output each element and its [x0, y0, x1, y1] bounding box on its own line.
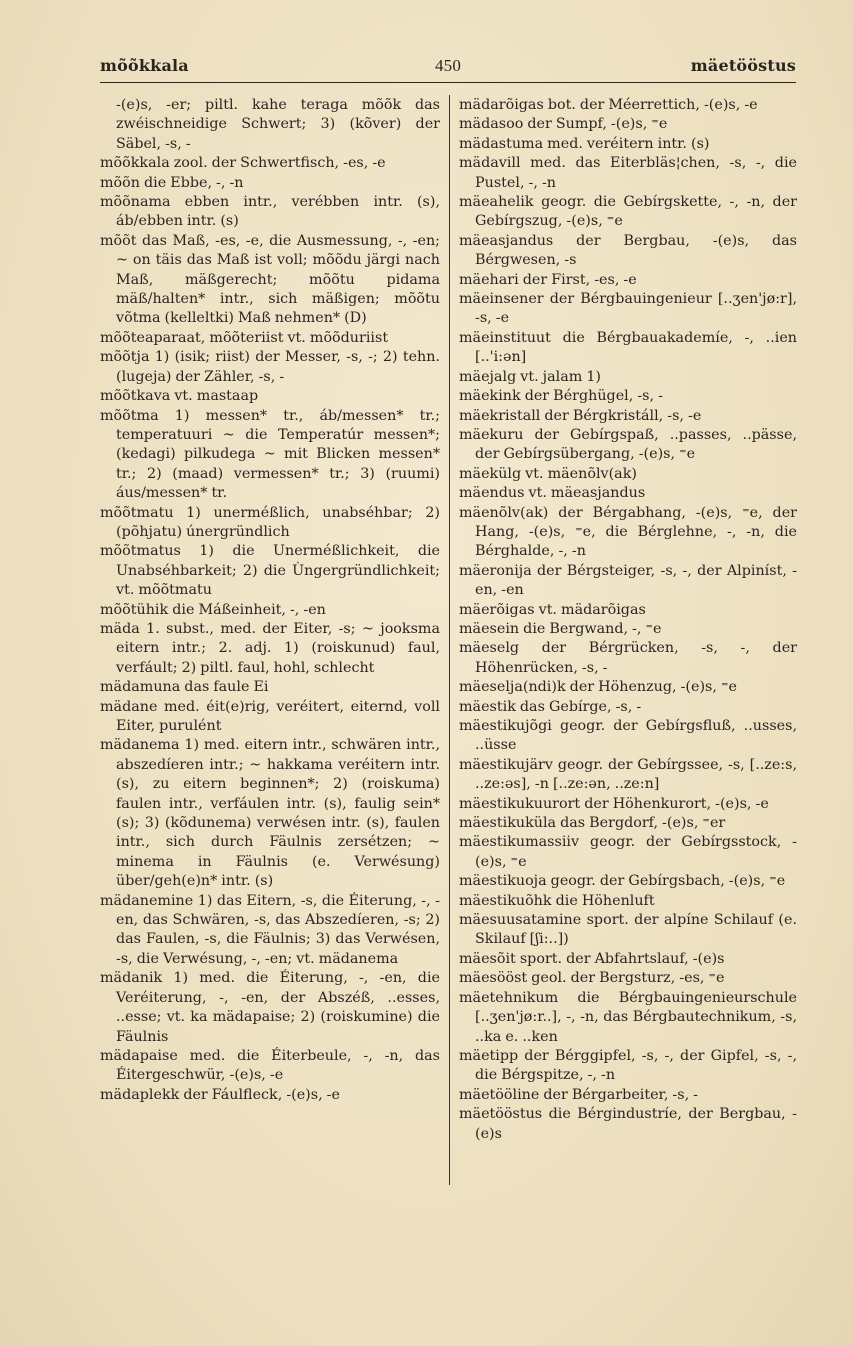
dictionary-entry: mäekristall der Bérgkristáll, -s, -e: [459, 407, 702, 424]
dictionary-entry: mädavill med. das Eiterbläs¦chen, -s, -, die Pustel, -, -n: [459, 155, 797, 191]
dictionary-entry: mäekink der Bérghügel, -s, -: [459, 388, 663, 405]
dictionary-entry: mõõkkala zool. der Schwertfisch, -es, -e: [100, 155, 386, 172]
dictionary-entry: mäeronija der Bérgsteiger, -s, -, der Alpiníst, -en, -en: [459, 562, 797, 599]
dictionary-entry: mäeahelik geogr. die Gebírgskette, -, -n, der Gebírgszug, -(e)s, ⁼e: [459, 194, 797, 230]
dictionary-entry: mäerõigas vt. mädarõigas: [459, 601, 646, 618]
dictionary-entry: mäendus vt. mäeasjandus: [459, 485, 646, 502]
page-header: [100, 52, 796, 83]
header-first-word: mõõkkala: [100, 56, 189, 75]
right-column: [459, 96, 797, 1144]
dictionary-entry: mäeasjandus der Bergbau, -(e)s, das Bérgwesen, -s: [459, 232, 797, 269]
dictionary-entry: mäesõit sport. der Abfahrtslauf, -(e)s: [459, 950, 725, 967]
dictionary-entry: mäesööst geol. der Bergsturz, -es, ⁼e: [459, 970, 725, 987]
dictionary-entry: mädamuna das faule Ei: [100, 679, 269, 696]
dictionary-entry: mõõtma 1) messen* tr., áb/messen* tr.; temperatuuri ~ die Temperatúr messen*; (kedagi) pilkudega ~ mit Blicken messen* tr.; 2) (maad) vermessen* tr.; 3) (ruumi) áus/messen* tr.: [100, 407, 440, 502]
dictionary-entry: mäestik das Gebírge, -s, -: [459, 698, 642, 715]
dictionary-entry: mädanemine 1) das Eitern, -s, die Éiterung, -, -en, das Schwären, -s, das Abszedíeren, -s; 2) das Faulen, -s, die Fäulnis; 3) das Verwésen, -s, die Verwésung, -, -en; vt. mädanema: [100, 892, 440, 967]
dictionary-entry: mäehari der First, -es, -e: [459, 271, 637, 288]
dictionary-entry: mäeselg der Bérgrücken, -s, -, der Höhenrücken, -s, -: [459, 640, 797, 676]
header-last-word: mäetööstus: [690, 56, 796, 75]
dictionary-entry: mäestikuõhk die Höhenluft: [459, 892, 655, 909]
dictionary-entry: mäesein die Bergwand, -, ⁼e: [459, 620, 662, 637]
dictionary-entry: mäestikuoja geogr. der Gebírgsbach, -(e)s, ⁼e: [459, 873, 786, 890]
dictionary-entry: mäestikukuurort der Höhenkurort, -(e)s, -e: [459, 795, 769, 812]
dictionary-entry: mäejalg vt. jalam 1): [459, 368, 602, 385]
dictionary-entry: mõõtkava vt. mastaap: [100, 388, 259, 405]
dictionary-entry: mädastuma med. veréitern intr. (s): [459, 135, 710, 152]
dictionary-entry: mäenõlv(ak) der Bérgabhang, -(e)s, ⁼e, der Hang, -(e)s, ⁼e, die Bérglehne, -, -n, die Bérghalde, -, -n: [459, 504, 797, 560]
column-divider: [449, 95, 450, 1185]
left-column: [100, 96, 440, 1105]
dictionary-entry: mõõteaparaat, mõõteriist vt. mõõduriist: [100, 329, 389, 346]
dictionary-entry: mäesuusatamine sport. der alpíne Schilauf (e. Skilauf [ʃi:..]): [459, 912, 797, 948]
dictionary-entry: mõõtmatus 1) die Unerméßlichkeit, die Unabséhbarkeit; 2) die Ùngergründlichkeit; vt. mõõtmatu: [100, 543, 440, 599]
dictionary-entry: mädasoo der Sumpf, -(e)s, ⁼e: [459, 116, 668, 133]
dictionary-entry: mädanema 1) med. eitern intr., schwären intr., abszedíeren intr.; ~ hakkama veréitern intr. (s), zu eitern beginnen*; 2) (roiskuma) faulen intr., verfáulen intr. (s), faulig sein* (s); 3) (kõdunema) verwésen intr. (s), faulen intr., sich durch Fäulnis zersétzen; ~ minema in Fäulnis (e. Verwésung) über/geh(e)n* intr. (s): [100, 737, 440, 890]
dictionary-entry: mädanik 1) med. die Éiterung, -, -en, die Veréiterung, -, -en, der Abszéß, ..esses, ..esse; vt. ka mädapaise; 2) (roiskumine) die Fäulnis: [100, 970, 440, 1045]
dictionary-entry: mäetööstus die Bérgindustríe, der Bergbau, -(e)s: [459, 1106, 797, 1142]
dictionary-entry: mäeinsener der Bérgbauingenieur [..ʒen'jø:r], -s, -e: [459, 291, 797, 327]
dictionary-entry: mäeselja(ndi)k der Höhenzug, -(e)s, ⁼e: [459, 679, 737, 696]
dictionary-entry: mõõn die Ebbe, -, -n: [100, 174, 244, 191]
dictionary-entry: mäetööline der Bérgarbeiter, -s, -: [459, 1086, 698, 1103]
dictionary-entry: mäda 1. subst., med. der Eiter, -s; ~ jooksma eitern intr.; 2. adj. 1) (roiskunud) faul, verfáult; 2) piltl. faul, hohl, schlecht: [100, 620, 440, 676]
dictionary-entry: mäekuru der Gebírgspaß, ..passes, ..pässe, der Gebírgsübergang, -(e)s, ⁼e: [459, 426, 797, 463]
dictionary-entry: mõõtühik die Máßeinheit, -, -en: [100, 601, 326, 618]
dictionary-entry: mõõtja 1) (isik; riist) der Messer, -s, -; 2) tehn. (lugeja) der Zähler, -s, -: [100, 349, 440, 385]
dictionary-entry: mäestikujärv geogr. der Gebírgssee, -s, [..ze:s, ..ze:əs], -n [..ze:ən, ..ze:n]: [459, 756, 797, 793]
dictionary-entry: mädapaise med. die Éiterbeule, -, -n, das Éitergeschwür, -(e)s, -e: [100, 1047, 440, 1084]
dictionary-entry: mäetipp der Bérggipfel, -s, -, der Gipfel, -s, -, die Bérgspitze, -, -n: [459, 1047, 797, 1084]
dictionary-entry: mäestikuküla das Bergdorf, -(e)s, ⁼er: [459, 815, 726, 832]
dictionary-entry: mõõnama ebben intr., verébben intr. (s), áb/ebben intr. (s): [100, 194, 440, 230]
page-number: 450: [434, 56, 462, 75]
dictionary-entry: mäestikumassiiv geogr. der Gebírgsstock, -(e)s, ⁼e: [459, 834, 797, 870]
dictionary-entry: mõõt das Maß, -es, -e, die Ausmessung, -, -en; ~ on täis das Maß ist voll; mõõdu järgi nach Maß, mäßgerecht; mõõtu pidama mäß/halten* intr., sich mäßigen; mõõtu võtma (kelleltki) Maß nehmen* (D): [100, 232, 440, 327]
dictionary-entry: mäekülg vt. mäenõlv(ak): [459, 465, 637, 482]
dictionary-entry: mõõtmatu 1) unerméßlich, unabséhbar; 2) (põhjatu) únergründlich: [100, 504, 440, 540]
dictionary-entry: mäetehnikum die Bérgbauingenieurschule [..ʒen'jø:r..], -, -n, das Bérgbautechnikum, -s, ..ka e. ..ken: [459, 989, 797, 1045]
dictionary-entry: mäestikujõgi geogr. der Gebírgsfluß, ..usses, ..üsse: [459, 718, 797, 754]
dictionary-entry: mädane med. éit(e)rig, veréitert, eiternd, voll Eiter, purulént: [100, 698, 440, 734]
dictionary-entry: mäeinstituut die Bérgbauakademíe, -, ..ien [..'i:ən]: [459, 329, 797, 366]
dictionary-entry: mädarõigas bot. der Méerrettich, -(e)s, -e: [459, 97, 758, 113]
dictionary-entry: -(e)s, -er; piltl. kahe teraga mõõk das zwéischneidige Schwert; 3) (kõver) der Säbel, -s, -: [116, 97, 440, 152]
dictionary-entry: mädaplekk der Fáulfleck, -(e)s, -e: [100, 1086, 340, 1103]
